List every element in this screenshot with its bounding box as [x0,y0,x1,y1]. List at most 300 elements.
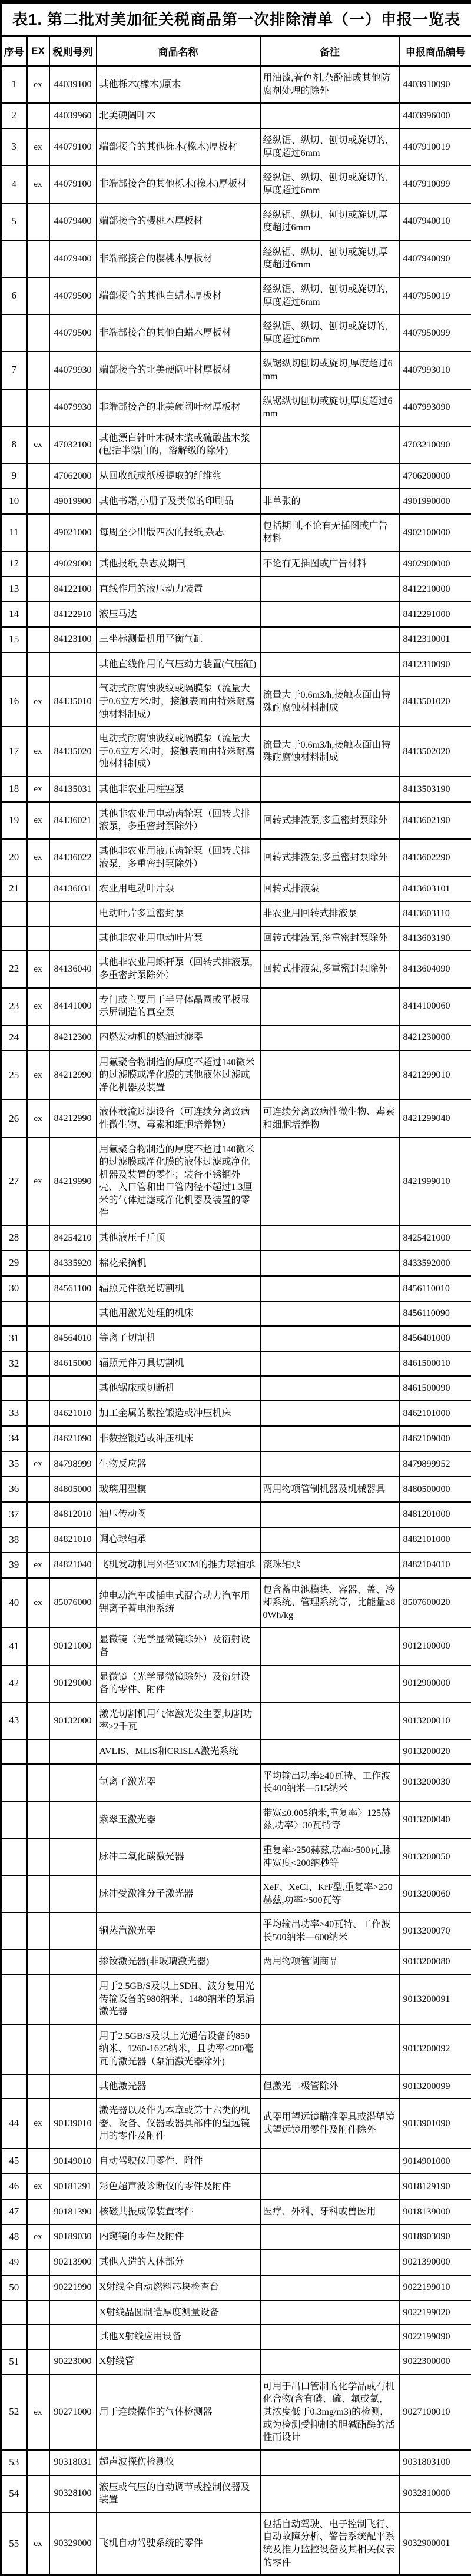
cell-note [260,1426,400,1451]
cell-seq: 41 [1,1627,27,1665]
cell-ex [27,2024,49,2074]
cell-note: 纵锯纵切刨切或旋切,厚度超过6mm [260,352,400,389]
table-row [1,514,471,551]
cell-ex: ex [27,727,49,777]
cell-note [260,2174,400,2199]
cell-tariff-code [49,1801,97,1838]
cell-tariff-code: 90189030 [49,2224,97,2250]
cell-tariff-code: 90139010 [49,2098,97,2149]
cell-note [260,2024,400,2074]
cell-ex [27,1838,49,1875]
cell-ex [27,1764,49,1801]
cell-seq: 25 [1,1050,27,1100]
cell-ex [27,240,49,277]
cell-product-name: 脉冲受激准分子激光器 [97,1875,260,1912]
cell-seq [1,1838,27,1875]
table-row [1,1251,471,1276]
cell-product-name: 每周至少出版四次的报纸,杂志 [97,514,260,551]
cell-note: 经纵锯、纵切、刨切或旋切的,厚度超过6mm [260,128,400,165]
cell-declaration-code: 9018129190 [400,2174,471,2199]
cell-tariff-code: 90181291 [49,2174,97,2199]
cell-declaration-code: 8421230000 [400,1025,471,1050]
cell-seq: 36 [1,1477,27,1502]
cell-seq: 37 [1,1502,27,1527]
cell-product-name: 油压传动阀 [97,1502,260,1527]
cell-ex [27,2475,49,2512]
cell-product-name: 加工金属的数控锻造或冲压机床 [97,1401,260,1426]
cell-seq: 54 [1,2475,27,2512]
cell-note [260,2149,400,2174]
table-row [1,802,471,839]
table-row [1,1665,471,1702]
cell-ex [27,2349,49,2375]
cell-product-name: 飞机发动机用外径30CM的推力球轴承 [97,1553,260,1578]
cell-ex: ex [27,1578,49,1628]
table-row [1,1276,471,1301]
table-row [1,839,471,876]
cell-declaration-code: 9013200080 [400,1950,471,1974]
cell-product-name: 掺钕激光器(非玻璃激光器) [97,1950,260,1974]
cell-product-name: 用氟聚合物制造的厚度不超过140微米的过滤膜或净化膜的液体过滤或净化机器及装置的零件；装备不锈钢外壳、入口管和出口管内径不超过1.3厘米的气体过滤或净化机器及装置的零件 [97,1138,260,1226]
cell-declaration-code: 8479899952 [400,1451,471,1477]
cell-declaration-code: 8456110090 [400,1301,471,1326]
cell-declaration-code: 8421999010 [400,1138,471,1226]
cell-tariff-code: 84621090 [49,1426,97,1451]
table-row [1,1138,471,1226]
cell-ex: ex [27,2174,49,2199]
cell-seq: 13 [1,576,27,602]
cell-seq [1,389,27,426]
table-row [1,2475,471,2512]
cell-note: 经纵锯、纵切、刨切或旋切,厚度超过6mm [260,203,400,240]
table-row [1,2450,471,2475]
cell-seq [1,2024,27,2074]
cell-tariff-code: 84212990 [49,1100,97,1137]
table-row [1,627,471,652]
cell-seq: 31 [1,1326,27,1351]
cell-ex [27,1351,49,1377]
cell-ex [27,926,49,951]
cell-ex [27,652,49,677]
table-row [1,103,471,128]
cell-note [260,1451,400,1477]
cell-tariff-code [49,1838,97,1875]
table-row [1,1764,471,1801]
cell-note [260,988,400,1025]
cell-tariff-code: 84136021 [49,802,97,839]
cell-product-name: 其他锯床或切断机 [97,1376,260,1401]
cell-product-name: 其他非农业用柱塞泵 [97,777,260,802]
cell-product-name: 内窥镜的零件及附件 [97,2224,260,2250]
cell-ex [27,1627,49,1665]
cell-declaration-code: 8413501020 [400,677,471,727]
cell-tariff-code: 90271000 [49,2375,97,2450]
cell-tariff-code: 84254210 [49,1225,97,1251]
cell-ex: ex [27,2512,49,2575]
cell-tariff-code [49,926,97,951]
cell-note [260,426,400,463]
cell-product-name: 端部接合的其他白蜡木厚板材 [97,277,260,314]
cell-tariff-code: 90328100 [49,2475,97,2512]
cell-tariff-code: 84136031 [49,876,97,901]
cell-ex [27,314,49,352]
cell-product-name: 辐照元件刀具切割机 [97,1351,260,1377]
cell-declaration-code: 9032900001 [400,2512,471,2575]
cell-declaration-code: 9012900000 [400,1665,471,1702]
cell-declaration-code: 9013200050 [400,1838,471,1875]
cell-tariff-code: 90132000 [49,1702,97,1739]
table-row [1,1401,471,1426]
cell-seq [1,901,27,926]
cell-note [260,1225,400,1251]
cell-product-name: 生物反应器 [97,1451,260,1477]
cell-product-name: 其他激光器 [97,2074,260,2099]
cell-tariff-code [49,1301,97,1326]
cell-product-name: 彩色超声波诊断仪的零件及附件 [97,2174,260,2199]
cell-tariff-code: 90223000 [49,2349,97,2375]
table-row [1,602,471,627]
cell-note [260,1527,400,1553]
cell-product-name: 非端部接合的北美硬阔叶材厚板材 [97,389,260,426]
cell-note: 包括期刊,不论有无插图或广告材料 [260,514,400,551]
cell-declaration-code: 4902100000 [400,514,471,551]
cell-tariff-code: 84122910 [49,602,97,627]
cell-seq: 42 [1,1665,27,1702]
cell-seq: 35 [1,1451,27,1477]
cell-note [260,1050,400,1100]
cell-product-name: 端部接合的樱桃木厚板材 [97,203,260,240]
table-row [1,165,471,203]
cell-declaration-code: 9013200060 [400,1875,471,1912]
cell-seq: 44 [1,2098,27,2149]
cell-note [260,2349,400,2375]
cell-seq: 38 [1,1527,27,1553]
table-row [1,240,471,277]
cell-note: 平均输出功率≥40瓦特、工作波长400纳米—515纳米 [260,1764,400,1801]
cell-tariff-code: 90129000 [49,1665,97,1702]
cell-product-name: 液体截流过滤设备（可连续分离致病性微生物、毒素和细胞培养物） [97,1100,260,1137]
cell-note [260,1301,400,1326]
cell-declaration-code: 8462109000 [400,1426,471,1451]
cell-ex [27,1401,49,1426]
cell-ex [27,576,49,602]
cell-declaration-code: 9013901090 [400,2098,471,2149]
cell-tariff-code: 90213900 [49,2250,97,2275]
cell-ex [27,1301,49,1326]
cell-note [260,1138,400,1226]
cell-declaration-code: 9013200010 [400,1702,471,1739]
cell-declaration-code: 8413502020 [400,727,471,777]
cell-declaration-code: 9022199020 [400,2300,471,2325]
cell-declaration-code: 4901990000 [400,489,471,514]
cell-ex: ex [27,1553,49,1578]
cell-tariff-code [49,1912,97,1950]
col-header-seq: 序号 [1,37,27,66]
cell-declaration-code: 8412210000 [400,576,471,602]
col-header-ex: EX [27,37,49,66]
cell-tariff-code: 49029000 [49,551,97,576]
cell-declaration-code: 4407993090 [400,389,471,426]
cell-ex [27,463,49,489]
cell-product-name: 其他用激光处理的机床 [97,1301,260,1326]
cell-product-name: 其他非农业用电动齿轮泵（回转式排液泵，多重密封泵除外） [97,802,260,839]
cell-tariff-code: 84141000 [49,988,97,1025]
cell-note: 回转式排液泵 [260,876,400,901]
cell-seq: 2 [1,103,27,128]
cell-tariff-code: 49019900 [49,489,97,514]
cell-tariff-code: 90149010 [49,2149,97,2174]
cell-declaration-code: 8413604090 [400,950,471,987]
table-row [1,1477,471,1502]
cell-product-name: 核磁共振成像装置零件 [97,2199,260,2224]
cell-declaration-code: 4407940010 [400,203,471,240]
cell-seq: 23 [1,988,27,1025]
cell-tariff-code: 84122100 [49,576,97,602]
cell-seq [1,1875,27,1912]
cell-tariff-code: 84212300 [49,1025,97,1050]
cell-declaration-code: 9013200092 [400,2024,471,2074]
cell-seq: 1 [1,66,27,104]
cell-seq: 24 [1,1025,27,1050]
cell-tariff-code: 44079930 [49,352,97,389]
cell-note: 包含蓄电池模块、容器、盖、冷却系统、管理系统等，比能量≥80Wh/kg [260,1578,400,1628]
cell-ex [27,489,49,514]
cell-seq: 34 [1,1426,27,1451]
cell-seq: 50 [1,2275,27,2300]
cell-seq [1,1739,27,1764]
cell-declaration-code: 8461500010 [400,1351,471,1377]
cell-tariff-code: 85076000 [49,1578,97,1628]
cell-note: 纵锯纵切刨切或旋切,厚度超过6mm [260,389,400,426]
cell-declaration-code: 4902900000 [400,551,471,576]
cell-product-name: 激光器以及作为本章或第十六类的机器、设备、仪器或器具部件的望远镜用的零件及附件 [97,2098,260,2149]
cell-tariff-code: 44079400 [49,203,97,240]
cell-declaration-code: 8481201000 [400,1502,471,1527]
cell-tariff-code: 84135031 [49,777,97,802]
cell-ex [27,2450,49,2475]
cell-declaration-code: 8456110010 [400,1276,471,1301]
cell-product-name: 农业用电动叶片泵 [97,876,260,901]
cell-tariff-code: 90318031 [49,2450,97,2475]
cell-tariff-code: 84821010 [49,1527,97,1553]
cell-note: 可用于出口管制的化学品或有机化合物(含有磷、硫、氟或氯，其浓度低于0.3mg/m3)的检测，或为检测受抑制的胆碱酯酶的活性而设计 [260,2375,400,2450]
cell-note [260,1351,400,1377]
cell-product-name: 自动驾驶仪用零件、附件 [97,2149,260,2174]
table-row [1,1100,471,1137]
cell-ex: ex [27,66,49,104]
col-header-note: 备注 [260,37,400,66]
cell-declaration-code: 9013200030 [400,1764,471,1801]
cell-note: XeF、XeCl、KrF型,重复率>250赫兹,功率>500瓦等 [260,1875,400,1912]
cell-ex [27,103,49,128]
cell-note [260,1276,400,1301]
cell-ex [27,1739,49,1764]
table-body [1,66,471,2575]
cell-product-name: 用于连续操作的气体检测器 [97,2375,260,2450]
cell-note [260,1665,400,1702]
cell-note: 不论有无插图或广告材料 [260,551,400,576]
cell-note: 经纵锯、纵切、刨切或旋切的,厚度超过6mm [260,165,400,203]
cell-product-name: X射线管 [97,2349,260,2375]
cell-declaration-code: 8413503190 [400,777,471,802]
cell-note: 经纵锯、纵切、刨切或旋切的,厚度超过6mm [260,314,400,352]
cell-declaration-code: 8413602190 [400,802,471,839]
cell-product-name: 其他直线作用的气压动力装置(气压缸) [97,652,260,677]
cell-note [260,627,400,652]
cell-product-name: 从回收纸或纸板提取的纤维浆 [97,463,260,489]
col-header-tariff-code: 税则号列 [49,37,97,66]
cell-product-name: 气动式耐腐蚀波纹或隔膜泵（流量大于0.6立方米/时，接触表面由特殊耐腐蚀材料制成） [97,677,260,727]
cell-product-name: 液压马达 [97,602,260,627]
cell-tariff-code: 84821040 [49,1553,97,1578]
cell-note [260,602,400,627]
cell-ex [27,1326,49,1351]
cell-seq: 39 [1,1553,27,1578]
table-row [1,1950,471,1974]
cell-ex [27,2275,49,2300]
table-row [1,2349,471,2375]
cell-declaration-code: 4703210090 [400,426,471,463]
cell-product-name: 其他人造的人体部分 [97,2250,260,2275]
cell-tariff-code: 84561100 [49,1276,97,1301]
cell-ex: ex [27,677,49,727]
table-row [1,1326,471,1351]
cell-note: 两用物项管制商品 [260,1950,400,1974]
cell-ex [27,1527,49,1553]
cell-tariff-code: 84812010 [49,1502,97,1527]
cell-tariff-code: 44039100 [49,66,97,104]
cell-seq: 19 [1,802,27,839]
cell-tariff-code: 44079930 [49,389,97,426]
cell-seq [1,1376,27,1401]
cell-declaration-code: 9031803100 [400,2450,471,2475]
cell-ex [27,1376,49,1401]
cell-ex: ex [27,2098,49,2149]
cell-declaration-code: 9018139000 [400,2199,471,2224]
cell-note: 包括自动驾驶、电子控制飞行、自动故障分析、警告系统配平系统及推力监控设备及其相关仪表的零件 [260,2512,400,2575]
cell-declaration-code: 4706200000 [400,463,471,489]
cell-declaration-code: 9013200020 [400,1739,471,1764]
cell-tariff-code: 84335920 [49,1251,97,1276]
cell-tariff-code: 84621010 [49,1401,97,1426]
cell-ex [27,1875,49,1912]
table-row [1,1974,471,2024]
table-row [1,2224,471,2250]
cell-product-name: 其他液压千斤顶 [97,1225,260,1251]
cell-declaration-code: 8412310090 [400,652,471,677]
cell-note: 经纵锯、纵切、刨切或旋切,厚度超过6mm [260,240,400,277]
col-header-product-name: 商品名称 [97,37,260,66]
cell-ex [27,1502,49,1527]
table-row [1,1553,471,1578]
cell-note [260,1739,400,1764]
table-row [1,1451,471,1477]
cell-ex: ex [27,839,49,876]
table-row [1,1578,471,1628]
cell-declaration-code: 8482104010 [400,1553,471,1578]
cell-declaration-code: 4403910090 [400,66,471,104]
cell-ex [27,352,49,389]
cell-declaration-code: 4407950019 [400,277,471,314]
cell-product-name: 调心球轴承 [97,1527,260,1553]
cell-seq: 10 [1,489,27,514]
cell-product-name: 其他报纸,杂志及期刊 [97,551,260,576]
cell-product-name: 非数控锻造或冲压机床 [97,1426,260,1451]
cell-product-name: 直线作用的液压动力装置 [97,576,260,602]
cell-note [260,1025,400,1050]
cell-seq [1,314,27,352]
table-row [1,489,471,514]
cell-declaration-code: 9012100000 [400,1627,471,1665]
cell-note: 经纵锯、纵切、刨切或旋切的,厚度超过6mm [260,277,400,314]
table-row [1,1739,471,1764]
table-row [1,901,471,926]
cell-note [260,652,400,677]
cell-declaration-code: 8413603190 [400,926,471,951]
cell-product-name: 三坐标测量机用平衡气缸 [97,627,260,652]
cell-note: 回转式排液泵,多重密封泵除外 [260,926,400,951]
cell-product-name: 超声波探伤检测仪 [97,2450,260,2475]
cell-product-name: 其他非农业用螺杆泵（回转式排液泵,多重密封泵除外） [97,950,260,987]
cell-tariff-code: 84805000 [49,1477,97,1502]
cell-seq: 49 [1,2250,27,2275]
cell-product-name: 其他栎木(橡木)原木 [97,66,260,104]
cell-product-name: 用氟聚合物制造的厚度不超过140微米的过滤膜或净化膜的其他液体过滤或净化机器及装置 [97,1050,260,1100]
cell-tariff-code: 84136040 [49,950,97,987]
cell-tariff-code: 90121000 [49,1627,97,1665]
cell-seq: 45 [1,2149,27,2174]
cell-declaration-code: 4407910019 [400,128,471,165]
cell-note: 医疗、外科、牙科或兽医用 [260,2199,400,2224]
cell-product-name: 北美硬阔叶木 [97,103,260,128]
cell-seq: 22 [1,950,27,987]
cell-seq: 7 [1,352,27,389]
cell-declaration-code: 8412310001 [400,627,471,652]
table-row [1,2199,471,2224]
cell-note: 滚珠轴承 [260,1553,400,1578]
col-header-declaration-code: 申报商品编号 [400,37,471,66]
cell-product-name: 氩离子激光器 [97,1764,260,1801]
table-row [1,1838,471,1875]
cell-product-name: X射线晶圆制造厚度测量设备 [97,2300,260,2325]
cell-product-name: 非端部接合的樱桃木厚板材 [97,240,260,277]
table-row [1,988,471,1025]
cell-seq: 52 [1,2375,27,2450]
title-row [1,2,471,37]
cell-seq: 14 [1,602,27,627]
cell-note [260,1974,400,2024]
cell-tariff-code: 44079500 [49,314,97,352]
cell-ex [27,1225,49,1251]
cell-ex [27,2325,49,2349]
cell-ex [27,1912,49,1950]
cell-declaration-code: 4407910099 [400,165,471,203]
cell-declaration-code: 8480500000 [400,1477,471,1502]
cell-ex: ex [27,988,49,1025]
cell-tariff-code: 84212990 [49,1050,97,1100]
table-row [1,1875,471,1912]
cell-product-name: 纯电动汽车或插电式混合动力汽车用锂离子蓄电池系统 [97,1578,260,1628]
table-row [1,576,471,602]
cell-declaration-code: 9013200070 [400,1912,471,1950]
table-row [1,652,471,677]
cell-seq: 29 [1,1251,27,1276]
table-row [1,1225,471,1251]
cell-seq [1,2300,27,2325]
cell-note [260,1376,400,1401]
cell-note: 非单张的 [260,489,400,514]
cell-seq [1,1801,27,1838]
